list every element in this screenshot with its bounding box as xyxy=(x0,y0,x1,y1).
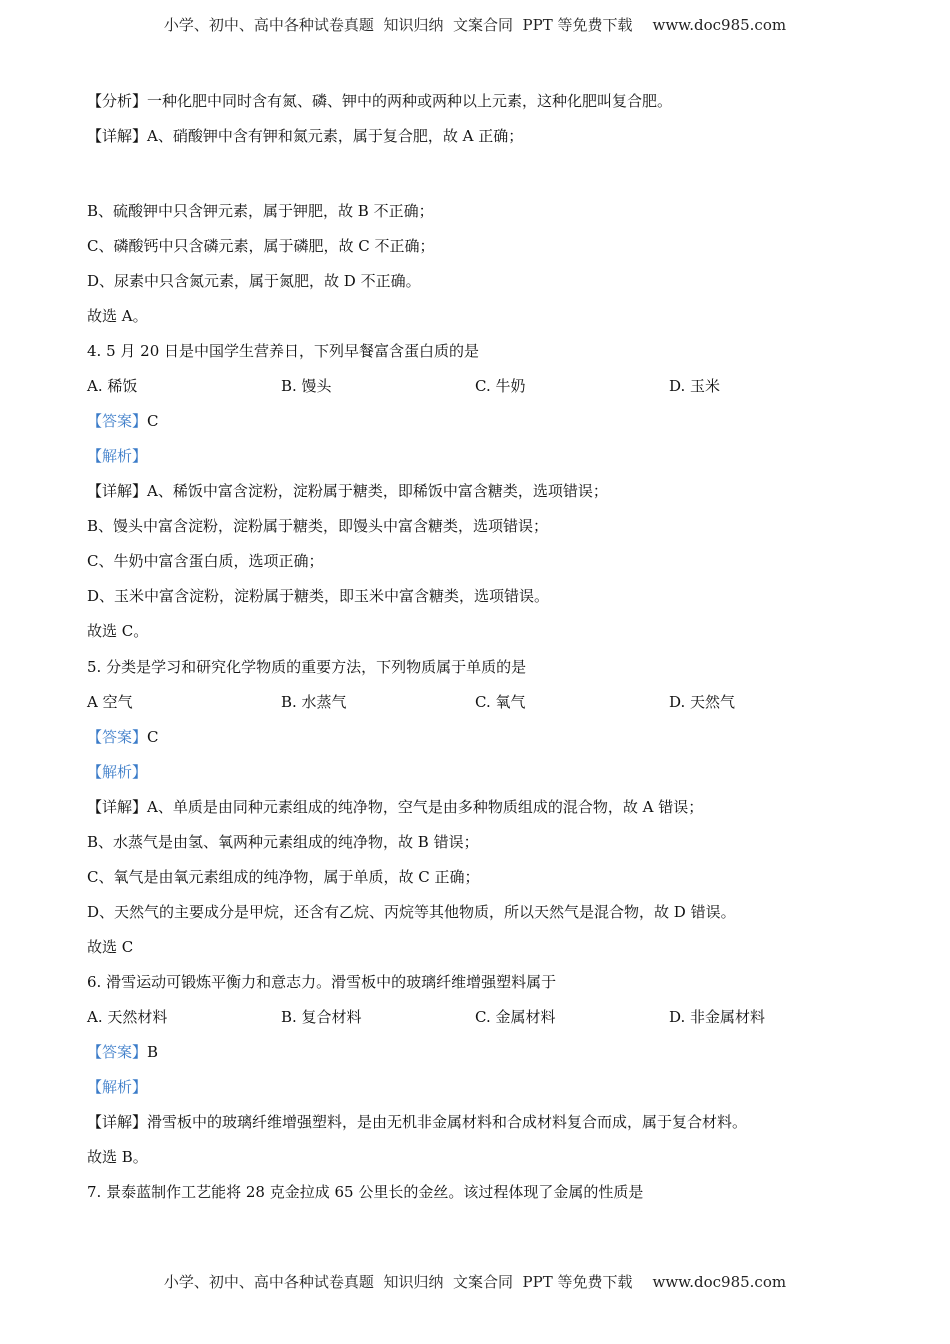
q5-detail-d: D、天然气的主要成分是甲烷，还含有乙烷、丙烷等其他物质，所以天然气是混合物，故 D 错误。 xyxy=(87,903,736,921)
q3-option-c: C、磷酸钙中只含磷元素，属于磷肥，故 C 不正确； xyxy=(87,237,435,255)
q4-answer xyxy=(87,410,159,431)
q5-detail-c: C、氧气是由氧元素组成的纯净物，属于单质，故 C 正确； xyxy=(87,868,480,886)
q4-detail-d: D、玉米中富含淀粉，淀粉属于糖类，即玉米中富含糖类，选项错误。 xyxy=(87,587,550,605)
q5-option-b: B. 水蒸气 xyxy=(281,693,347,711)
q5-stem: 5. 分类是学习和研究化学物质的重要方法，下列物质属于单质的是 xyxy=(87,658,527,676)
page-header xyxy=(0,14,950,35)
q4-option-a: A. 稀饭 xyxy=(87,377,138,395)
q6-stem: 6. 滑雪运动可锻炼平衡力和意志力。滑雪板中的玻璃纤维增强塑料属于 xyxy=(87,973,557,991)
answer-label: 【答案】 xyxy=(87,412,148,430)
q4-option-b: B. 馒头 xyxy=(281,377,332,395)
q6-detail: 【详解】滑雪板中的玻璃纤维增强塑料，是由无机非金属材料和合成材料复合而成，属于复合材料。 xyxy=(87,1113,748,1131)
q5-detail-a: 【详解】A、单质是由同种元素组成的纯净物，空气是由多种物质组成的混合物，故 A 错误； xyxy=(87,798,704,816)
q3-option-d: D、尿素中只含氮元素，属于氮肥，故 D 不正确。 xyxy=(87,272,421,290)
q5-option-a: A 空气 xyxy=(87,693,133,711)
q3-choice: 故选 A。 xyxy=(87,307,148,325)
q4-jiexi: 【解析】 xyxy=(87,447,148,465)
q3-analysis: 【分析】一种化肥中同时含有氮、磷、钾中的两种或两种以上元素，这种化肥叫复合肥。 xyxy=(87,92,673,110)
q7-stem: 7. 景泰蓝制作工艺能将 28 克金拉成 65 公里长的金丝。该过程体现了金属的性质是 xyxy=(87,1183,644,1201)
q5-choice: 故选 C xyxy=(87,938,134,956)
q5-option-c: C. 氧气 xyxy=(475,693,526,711)
q4-stem: 4. 5 月 20 日是中国学生营养日，下列早餐富含蛋白质的是 xyxy=(87,342,480,360)
q6-option-d: D. 非金属材料 xyxy=(669,1008,766,1026)
q5-jiexi: 【解析】 xyxy=(87,763,148,781)
header-site[interactable]: www.doc985.com xyxy=(652,16,787,34)
q4-detail-b: B、馒头中富含淀粉，淀粉属于糖类，即馒头中富含糖类，选项错误； xyxy=(87,517,549,535)
q6-option-c: C. 金属材料 xyxy=(475,1008,556,1026)
q4-detail-a: 【详解】A、稀饭中富含淀粉，淀粉属于糖类，即稀饭中富含糖类，选项错误； xyxy=(87,482,608,500)
page-footer xyxy=(0,1271,950,1292)
q6-choice: 故选 B。 xyxy=(87,1148,148,1166)
q6-jiexi: 【解析】 xyxy=(87,1078,148,1096)
q6-option-b: B. 复合材料 xyxy=(281,1008,362,1026)
answer-value: C xyxy=(147,412,159,430)
q4-option-d: D. 玉米 xyxy=(669,377,721,395)
q5-detail-b: B、水蒸气是由氢、氧两种元素组成的纯净物，故 B 错误； xyxy=(87,833,479,851)
answer-label: 【答案】 xyxy=(87,728,148,746)
q5-option-d: D. 天然气 xyxy=(669,693,736,711)
q4-detail-c: C、牛奶中富含蛋白质，选项正确； xyxy=(87,552,324,570)
answer-value: B xyxy=(147,1043,159,1061)
q3-option-b: B、硫酸钾中只含钾元素，属于钾肥，故 B 不正确； xyxy=(87,202,434,220)
answer-label: 【答案】 xyxy=(87,1043,148,1061)
answer-value: C xyxy=(147,728,159,746)
q6-option-a: A. 天然材料 xyxy=(87,1008,168,1026)
q3-detail-a: 【详解】A、硝酸钾中含有钾和氮元素，属于复合肥，故 A 正确； xyxy=(87,127,524,145)
q6-answer xyxy=(87,1041,158,1062)
q5-answer xyxy=(87,726,159,747)
header-text: 小学、初中、高中各种试卷真题 知识归纳 文案合同 PPT 等免费下载 xyxy=(163,16,633,34)
q4-option-c: C. 牛奶 xyxy=(475,377,526,395)
footer-text: 小学、初中、高中各种试卷真题 知识归纳 文案合同 PPT 等免费下载 xyxy=(163,1273,633,1291)
q4-choice: 故选 C。 xyxy=(87,622,149,640)
footer-site[interactable]: www.doc985.com xyxy=(652,1273,787,1291)
